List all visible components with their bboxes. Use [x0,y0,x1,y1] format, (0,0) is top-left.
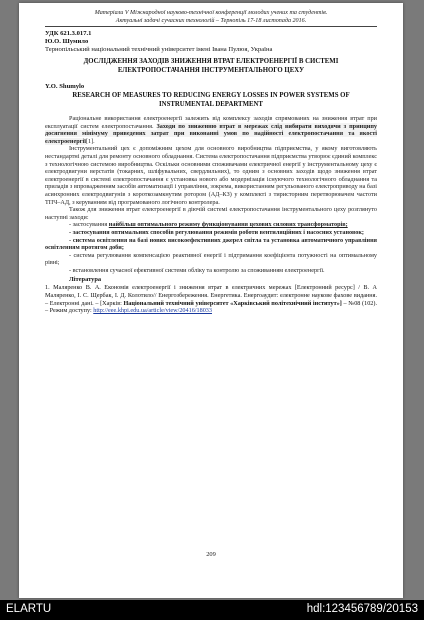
author-name: Ю.О. Шумило [45,38,89,45]
bullet-2: - застосування оптимальних способів регулювання режимів роботи вентиляційних і насосних установок; [69,228,364,236]
bullet-4: - система регулювання компенсацією реактивної енергії і підтримання коефіцієнта потужності на оптимальному рівні; [45,251,377,267]
bullet-5: - встановлення сучасної ефективної системи обліку та контролю за споживанням електроенергії. [69,266,325,274]
handle-identifier: hdl:123456789/20153 [306,603,418,615]
article-body [45,115,377,274]
paragraph-1-highlight: Заходи по зниженню втрат в мережах слід вибирати виходячи з принципу досягнення мінімуму приведених затрат при виконанні умов по надійності електропостачання та якості електроенергії [45,122,377,145]
reference-1-text: 1. Маляренко В. А. Економія електроенергії і зниження втрат в електричних мережах [Електронний ресурс] / В. А Маляренко, І. С. Щербак, І. Д. Колотило// Енергозбереження. Енергетика. Енергоаудит: електронне наукове фахове видання. – Електронні дані. – [Харків: [45,284,377,307]
page-number: 209 [206,551,216,558]
paragraph-3: Також для зниження втрат електроенергії в діючій системі електропостачання інструментального цеху розглянуто наступні заходи: [45,206,377,221]
reference-1-access: – №08 (102). – Режим доступу: [45,299,377,315]
repository-footer [0,600,424,620]
document-page [19,3,403,598]
bullet-3: - система освітлення на базі нових високоефективних джерел світла та установка автоматичного управління освітленням протягом доби; [45,236,377,252]
udk-code: УДК 621.3.017.1 [45,30,92,37]
bullet-1-lead: - застосування [69,221,109,229]
reference-1-link[interactable]: http://eee.khpi.edu.ua/article/view/20416/18033 [93,307,212,315]
reference-1-publisher: Національний технічний університет «Харківський політехнічний інститут»] [123,299,342,307]
header-line-1: Матеріали V Міжнародної науково-технічної конференції молодих учених та студентів. [94,10,328,16]
bullet-1 [45,221,377,229]
reference-1 [45,284,377,314]
paper-title: ДОСЛІДЖЕННЯ ЗАХОДІВ ЗНИЖЕННЯ ВТРАТ ЕЛЕКТРОЕНЕРГІЇ В СИСТЕМІ ЕЛЕКТРОПОСТАЧАННЯ ІНСТРУМЕНТАЛЬНОГО ЦЕХУ [83,58,339,74]
paragraph-1 [45,115,377,145]
paper-title-en: RESEARCH OF MEASURES TO REDUCING ENERGY LOSSES IN POWER SYSTEMS OF INSTRUMENTAL DEPARTMENT [72,92,350,108]
bullet-1-emphasis: найбільш оптимального режиму функціонування цехових силових трансформаторів; [108,221,348,229]
paragraph-2: Інструментальний цех є допоміжним цехом для основного виробництва підприємства, у якому виготовляють нестандартні деталі для ремонту основного обладнання. Система електропостачання підприємства утворює єдиний комплекс з технологічною системою виробництва. Оскільки основними споживачами електричної енергії у інструментальному цеху є електродвигуни верстатів (токарних, шліфувальних, свердлильних), то одним з основних заходів щодо зниження втрат електроенергії в системі електропостачання є установка нового або модернізація існуючого технологічного обладнання та приладів з впровадженням засобів автоматизації і управління, зокрема, використанням регульованого електроприводу на базі асинхронних електродвигунів з короткозамкнутим ротором (АД–КЗ) у комплекті з тиристорним перетворювачем частоти ТПЧ–АД, з керуванням від програмованого логічного контролера. [45,145,377,206]
header-line-2: Актуальні задачі сучасних технологій – Тернопіль 17-18 листопада 2016. [115,18,307,24]
affiliation: Тернопільський національний технічний університет імені Івана Пулюя, Україна [45,46,273,53]
running-header [45,9,377,27]
references-title: Література [69,276,102,284]
paragraph-1-text: Раціональне використання електроенергії залежить від комплексу заходів спрямованих на зниження втрат при експлуатації систем електропостачання. [45,115,377,130]
author-name-en: Y.O. Shumylo [45,83,85,90]
repository-name: ELARTU [6,603,52,615]
paragraph-1-citation: [1]. [85,137,95,145]
page-content [45,9,377,315]
